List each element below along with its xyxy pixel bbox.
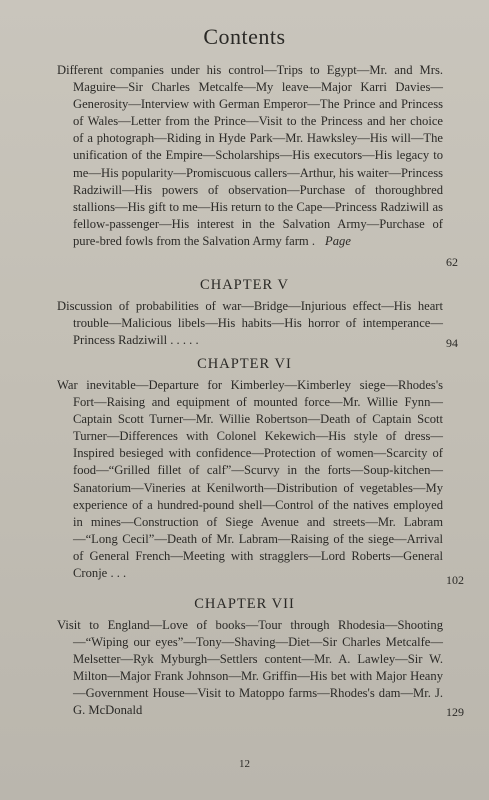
entry-text: [57, 377, 443, 582]
entry-summary: Discussion of probabilities of war—Bridge—Injurious effect—His heart trouble—Malicious libels—His habits—His horror of intemperance—Princess Radziwill: [57, 299, 443, 348]
entry-text: [57, 298, 443, 349]
dot-leader: .: [311, 233, 316, 248]
entry-summary: Different companies under his control—Trips to Egypt—Mr. and Mrs. Maguire—Sir Charles Metcalfe—My leave—Major Karri Davies—Generosity—Interview with German Emperor—The Prince and Princess of Wales—Letter from the Prince—Visit to the Princess and her choice of a photograph—Riding in Hyde Park—Mr. Hawksley—His will—The unification of the Empire—Scholarships—His executors—His legacy to me—His popularity—Promiscuous callers—Arthur, his waiter—Princess Radziwill—His powers of observation—Purchase of thoroughbred stallions—His gift to me—His return to the Cape—Princess Radziwill as fellow-passenger—His interest in the Salvation Army—Purchase of pure-bred fowls from the Salvation Army farm: [57, 63, 443, 248]
contents-entry-chapter-vii: [57, 617, 443, 720]
page-number-94: 94: [446, 336, 458, 350]
chapter-heading-v: CHAPTER V: [200, 277, 289, 293]
contents-entry-chapter-iv: [57, 62, 443, 250]
contents-entry-chapter-v: [57, 298, 443, 349]
chapter-heading-vi: CHAPTER VI: [197, 356, 292, 372]
entry-summary: Visit to England—Love of books—Tour through Rhodesia—Shooting—“Wiping our eyes”—Tony—Shaving—Diet—Sir Charles Metcalfe—Melsetter—Ryk Myburgh—Settlers content—Mr. A. Lawley—Sir W. Milton—Major Frank Johnson—Mr. Griffin—His bet with Major Heany—Government House—Visit to Matoppo farms—Rhodes's dam—Mr. J. G. McDonald: [57, 618, 443, 718]
dot-leader: . . .: [110, 566, 127, 581]
page-number-62: 62: [446, 255, 458, 269]
page-label: Page: [325, 233, 351, 248]
folio-number: 12: [239, 758, 250, 770]
entry-summary: War inevitable—Departure for Kimberley—Kimberley siege—Rhodes's Fort—Raising and equipment of mounted force—Mr. Willie Fynn—Captain Scott Turner—Mr. Willie Robertson—Death of Captain Scott Turner—Differences with Colonel Kekewich—His style of dress—Inspired besieged with confidence—Protection of women—Scarcity of food—“Grilled fillet of calf”—Scurvy in the forts—Soup-kitchen—Sanatorium—Vineries at Kenilworth—Distribution of vegetables—My experience of a hundred-pound shell—Control of the natives employed in mines—Construction of Siege Avenue and streets—Mr. Labram—“Long Cecil”—Death of Mr. Labram—Raising of the siege—Arrival of General French—Meeting with stragglers—Lord Roberts—General Cronje: [57, 378, 443, 581]
page-number-102: 102: [446, 573, 464, 587]
entry-text: [57, 62, 443, 250]
contents-entry-chapter-vi: [57, 377, 443, 582]
page-title: Contents: [203, 24, 286, 49]
page-number-129: 129: [446, 705, 464, 719]
dot-leader: . . . . .: [170, 333, 199, 348]
chapter-heading-vii: CHAPTER VII: [194, 596, 295, 612]
entry-text: [57, 617, 443, 720]
